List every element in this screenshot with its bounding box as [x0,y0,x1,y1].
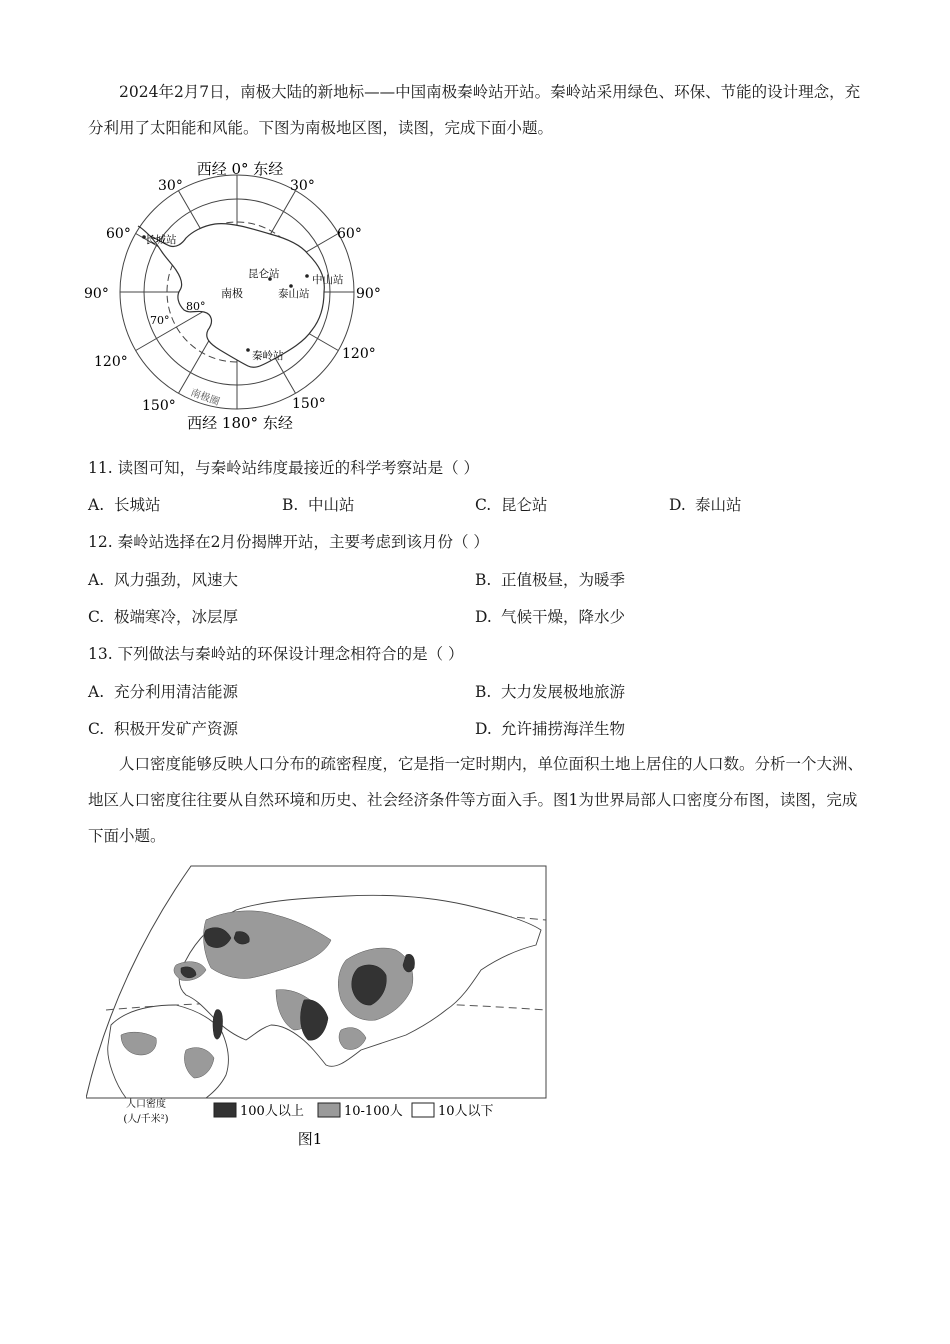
q12-option-a[interactable]: A. 风力强劲，风速大 [88,571,239,589]
lon-e60: 60° [337,226,362,242]
figure-caption: 图1 [297,1130,323,1148]
station-changcheng: 长城站 [145,234,177,246]
lat-70: 70° [150,314,170,327]
intro-paragraph-1: 2024年2月7日，南极大陆的新地标——中国南极秦岭站开站。秦岭站采用绿色、环保、节能的设计理念，充分利用了太阳能和风能。下图为南极地区图，读图，完成下面小题。 [88,83,861,137]
q12-option-d[interactable]: D. 气候干燥，降水少 [475,608,626,626]
station-zhongshan: 中山站 [312,274,344,286]
station-kunlun: 昆仑站 [248,268,280,280]
map1-top-label: 西经 0° 东经 [196,160,284,178]
question-12: 12. 秦岭站选择在2月份揭牌开站，主要考虑到该月份（ ） [88,533,489,551]
population-density-map [86,860,556,1150]
antarctica-map [80,152,400,437]
q13-option-d[interactable]: D. 允许捕捞海洋生物 [475,720,626,738]
intro-paragraph-2: 人口密度能够反映人口分布的疏密程度，它是指一定时期内，单位面积土地上居住的人口数。分析一个大洲、地区人口密度往往要从自然环境和历史、社会经济条件等方面入手。图1为世界局部人口密度分布图，读图，完成下面小题。 [88,755,864,845]
lon-e150: 150° [292,396,326,412]
map1-bottom-label: 西经 180° 东经 [187,414,293,432]
q12-option-b[interactable]: B. 正值极昼，为暖季 [475,571,626,589]
south-pole-label: 南极 [221,287,243,300]
legend-unit: (人/千米²) [123,1114,169,1125]
q11-option-c[interactable]: C. 昆仑站 [475,496,548,514]
lon-w150: 150° [142,398,176,414]
legend-swatch-medium [318,1103,340,1117]
legend-swatch-low [412,1103,434,1117]
q13-option-b[interactable]: B. 大力发展极地旅游 [475,683,626,701]
q13-option-c[interactable]: C. 积极开发矿产资源 [88,720,239,738]
lon-w60: 60° [106,226,131,242]
legend-swatch-high [214,1103,236,1117]
lat-80: 80° [186,300,206,313]
legend-label-medium: 10-100人 [344,1104,403,1119]
question-13: 13. 下列做法与秦岭站的环保设计理念相符合的是（ ） [88,645,464,663]
legend-title: 人口密度 [126,1099,166,1110]
lon-w120: 120° [94,354,128,370]
legend-label-low: 10人以下 [438,1104,494,1119]
q12-option-c[interactable]: C. 极端寒冷，冰层厚 [88,608,239,626]
lon-e30: 30° [290,178,315,194]
q13-option-a[interactable]: A. 充分利用清洁能源 [88,683,239,701]
q11-option-a[interactable]: A. 长城站 [88,496,161,514]
lon-w30: 30° [158,178,183,194]
station-taishan: 泰山站 [278,288,310,300]
q11-option-b[interactable]: B. 中山站 [282,496,355,514]
legend-label-high: 100人以上 [240,1104,304,1119]
lon-e90: 90° [356,286,381,302]
lon-w90: 90° [84,286,109,302]
station-qinling: 秦岭站 [252,350,284,362]
antarctic-circle-label: 南极圈 [188,387,221,409]
q11-option-d[interactable]: D. 泰山站 [669,496,742,514]
lon-e120: 120° [342,346,376,362]
question-11: 11. 读图可知，与秦岭站纬度最接近的科学考察站是（ ） [88,459,480,477]
